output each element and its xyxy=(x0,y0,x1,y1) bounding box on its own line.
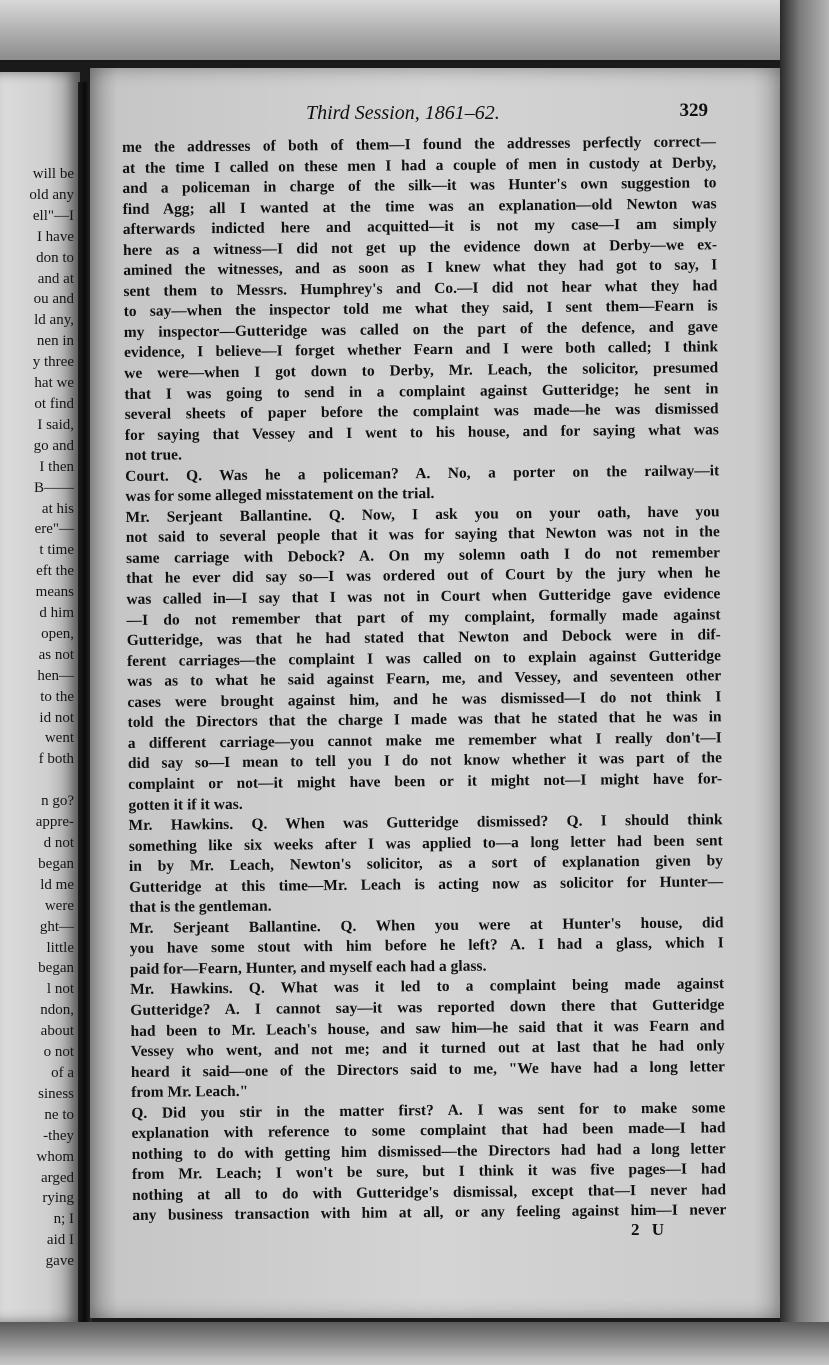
text-line: to say—when the inspector told me what they said, I sent them—Fearn is xyxy=(123,297,718,321)
text-line: Q. Did you stir in the matter first? A. I was sent for to make some xyxy=(131,1098,726,1122)
text-line: not said to several people that it was for saying that Newton was not in the xyxy=(125,523,720,547)
left-page-fragment: I said, xyxy=(37,416,74,433)
text-line: ferent carriages—the complaint I was called on to explain against Gutteridge xyxy=(126,646,722,670)
body-text xyxy=(122,132,726,1227)
text-line: a different carriage—you cannot make me remember what I really don't—I xyxy=(127,729,722,752)
text-line: complaint or not—it might have been or it might not—I might have for- xyxy=(128,770,723,793)
left-page-fragment: ld me xyxy=(40,876,74,893)
text-line: was called in—I say that I was not in Court when Gutteridge gave evidence xyxy=(126,585,721,609)
left-page-fragment: appre- xyxy=(35,814,74,831)
left-page-fragment: gave xyxy=(45,1253,74,1270)
text-line: Vessey who went, and not me; and it turned out at last that he had only xyxy=(130,1037,725,1061)
left-page-fragment: whom xyxy=(36,1148,74,1165)
left-page-fragment: arged xyxy=(40,1169,74,1186)
left-page-fragment: old any xyxy=(29,186,74,203)
left-page-fragment: little xyxy=(46,939,74,956)
text-line: had been to Mr. Leach's house, and saw him—he said that it was Fearn and xyxy=(130,1016,725,1040)
left-page-fragment: means xyxy=(35,584,74,601)
text-line: sent them to Messrs. Humphrey's and Co.—I did not hear what they had xyxy=(123,277,718,300)
left-page-fragment: eft the xyxy=(36,563,74,580)
left-page-fragment: I have xyxy=(36,228,74,245)
left-page-fragment: o not xyxy=(43,1044,74,1061)
left-page-fragment: don to xyxy=(36,249,74,266)
left-page-fragment: at his xyxy=(41,500,74,517)
left-page-fragment: open, xyxy=(41,625,74,642)
text-line: Mr. Hawkins. Q. What was it led to a complaint being made against xyxy=(130,975,725,999)
text-line: afterwards indicted here and acquitted—it is not my case—I am simply xyxy=(122,215,717,239)
text-line: from Mr. Leach; I won't be sure, but I think it was five pages—I had xyxy=(131,1160,727,1184)
left-page-fragment: f both xyxy=(38,751,74,768)
text-line: several sheets of paper before the complaint was made—he was dismissed xyxy=(124,400,719,424)
text-line: not true. xyxy=(124,446,183,465)
left-page-fragment: -they xyxy=(43,1127,74,1144)
left-page-fragment: to the xyxy=(40,688,74,705)
left-page-fragment: t time xyxy=(39,542,74,559)
text-line: was as to what he said against Fearn, me, and Vessey, and seventeen other xyxy=(127,667,722,691)
text-line: for saying that Vessey and I went to his house, and for saying what was xyxy=(124,420,719,444)
text-line: Gutteridge, was that he had stated that Newton and Debock were in dif- xyxy=(126,626,721,650)
text-line: that I was going to send in a complaint against Gutteridge; he sent in xyxy=(124,379,719,403)
left-page-fragment: began xyxy=(38,855,74,872)
running-title: Third Session, 1861–62. xyxy=(306,102,500,124)
left-page-fragment: go and xyxy=(33,437,74,454)
text-line: here as a witness—I did not get up the evidence down at Derby—we ex- xyxy=(122,236,718,259)
text-line: we were—when I got down to Derby, Mr. Leach, the solicitor, presumed xyxy=(124,359,719,383)
left-page-fragment: hen— xyxy=(37,667,74,684)
signature-mark: 2 U xyxy=(630,1220,668,1239)
text-line: something like six weeks after I was applied to—a long letter had been sent xyxy=(128,831,723,855)
text-line: my inspector—Gutteridge was called on the part of the defence, and gave xyxy=(123,318,718,341)
text-line: that is the gentleman. xyxy=(129,897,272,917)
text-line: from Mr. Leach." xyxy=(131,1082,249,1102)
text-line: find Agg; all I wanted at the time was an explanation—old Newton was xyxy=(122,194,717,218)
left-page-fragment: rying xyxy=(42,1190,74,1207)
text-line: same carriage with Debock? A. On my solemn oath I do not remember xyxy=(125,544,721,567)
right-page xyxy=(90,68,780,1318)
left-page-fragment: about xyxy=(40,1023,74,1040)
left-page-fragment: B—— xyxy=(33,479,74,496)
left-page-fragment: nen in xyxy=(36,333,74,350)
text-line: that he ever did say so—I was ordered out of Court by the jury when he xyxy=(126,564,721,588)
text-line: Gutteridge at this time—Mr. Leach is acting now as solicitor for Hunter— xyxy=(129,872,724,896)
background-top xyxy=(0,0,829,60)
left-page-fragment: ou and xyxy=(33,291,74,308)
text-line: nothing to do with getting him dismissed—the Directors had had a long letter xyxy=(131,1140,726,1163)
left-page-fragment: n go? xyxy=(41,793,74,810)
text-line: cases were brought against him, and he was dismissed—I do not think I xyxy=(127,688,722,711)
text-line: —I do not remember that part of my complaint, formally made against xyxy=(126,605,721,629)
left-page-fragment: of a xyxy=(51,1064,74,1081)
left-page-fragment: ld any, xyxy=(34,312,74,329)
text-line: you have some stout with him before he left? A. I had a glass, which I xyxy=(129,934,724,958)
text-line: Mr. Serjeant Ballantine. Q. Now, I ask you on your oath, have you xyxy=(125,503,720,526)
text-line: Gutteridge? A. I cannot say—it was reported down there that Gutteridge xyxy=(130,996,725,1019)
text-line: did say so—I mean to tell you I do not know whether it was part of the xyxy=(127,749,723,773)
left-page-fragment: siness xyxy=(38,1085,74,1102)
background-right xyxy=(780,0,829,1365)
left-page-fragment: will be xyxy=(32,166,74,182)
left-page-fragment xyxy=(0,770,80,791)
left-page-fragment: began xyxy=(38,960,74,977)
text-line: evidence, I believe—I forget whether Fearn and I were both called; I think xyxy=(123,338,719,362)
left-page-fragment: n; I xyxy=(53,1211,74,1228)
left-page-fragment: ndon, xyxy=(40,1002,74,1019)
left-page-fragment: I then xyxy=(39,458,74,475)
text-line: and a policeman in charge of the silk—it was Hunter's own suggestion to xyxy=(122,174,717,198)
left-page-fragment: ere"— xyxy=(34,521,74,538)
left-page-fragment: ot find xyxy=(34,395,74,412)
text-line: gotten it if it was. xyxy=(128,795,243,814)
text-line: heard it said—one of the Directors said to me, "We have had a long letter xyxy=(130,1057,726,1081)
left-page-fragment: went xyxy=(44,730,74,747)
text-line: Mr. Serjeant Ballantine. Q. When you were at Hunter's house, did xyxy=(129,914,724,937)
page-header xyxy=(90,100,780,126)
text-line: in by Mr. Leach, Newton's solicitor, as a sort of explanation given by xyxy=(128,852,724,876)
text-line: was for some alleged misstatement on the trial. xyxy=(125,485,435,506)
left-page-fragment: id not xyxy=(39,709,74,726)
left-page-fragment: aid I xyxy=(46,1232,74,1249)
left-page-text xyxy=(0,164,80,1272)
text-line: Mr. Hawkins. Q. When was Gutteridge dismissed? Q. I should think xyxy=(128,811,723,835)
left-page-fragment: and at xyxy=(37,270,74,287)
text-line: at the time I called on these men I had a couple of men in custody at Derby, xyxy=(122,153,717,177)
left-page-fragment: y three xyxy=(32,354,74,371)
text-line: paid for—Fearn, Hunter, and myself each had a glass. xyxy=(129,957,487,978)
left-page-fragment: hat we xyxy=(34,375,74,392)
text-line: any business transaction with him at all, or any feeling against him—I never xyxy=(132,1201,727,1225)
left-page-fragment: ell"—I xyxy=(32,207,74,224)
left-page xyxy=(0,72,80,1322)
text-line: Court. Q. Was he a policeman? A. No, a porter on the railway—it xyxy=(125,462,720,485)
left-page-fragment: d not xyxy=(43,835,74,851)
text-line: told the Directors that the charge I made was that he stated that he was in xyxy=(127,708,722,732)
text-line: nothing at all to do with Gutteridge's dismissal, except that—I never had xyxy=(132,1181,727,1204)
left-page-fragment: ne to xyxy=(44,1106,74,1123)
left-page-fragment: d him xyxy=(39,605,74,622)
background-bottom xyxy=(0,1322,829,1365)
left-page-fragment: were xyxy=(44,897,74,914)
text-line: amined the witnesses, and as soon as I knew what they had got to say, I xyxy=(123,256,718,280)
left-page-fragment: ght— xyxy=(39,918,74,935)
left-page-fragment: l not xyxy=(46,981,74,998)
text-line: me the addresses of both of them—I found the addresses perfectly correct— xyxy=(122,133,717,156)
left-page-fragment: as not xyxy=(38,646,74,663)
page-number: 329 xyxy=(679,100,708,121)
text-line: explanation with reference to some complaint that had been made—I had xyxy=(131,1119,726,1143)
